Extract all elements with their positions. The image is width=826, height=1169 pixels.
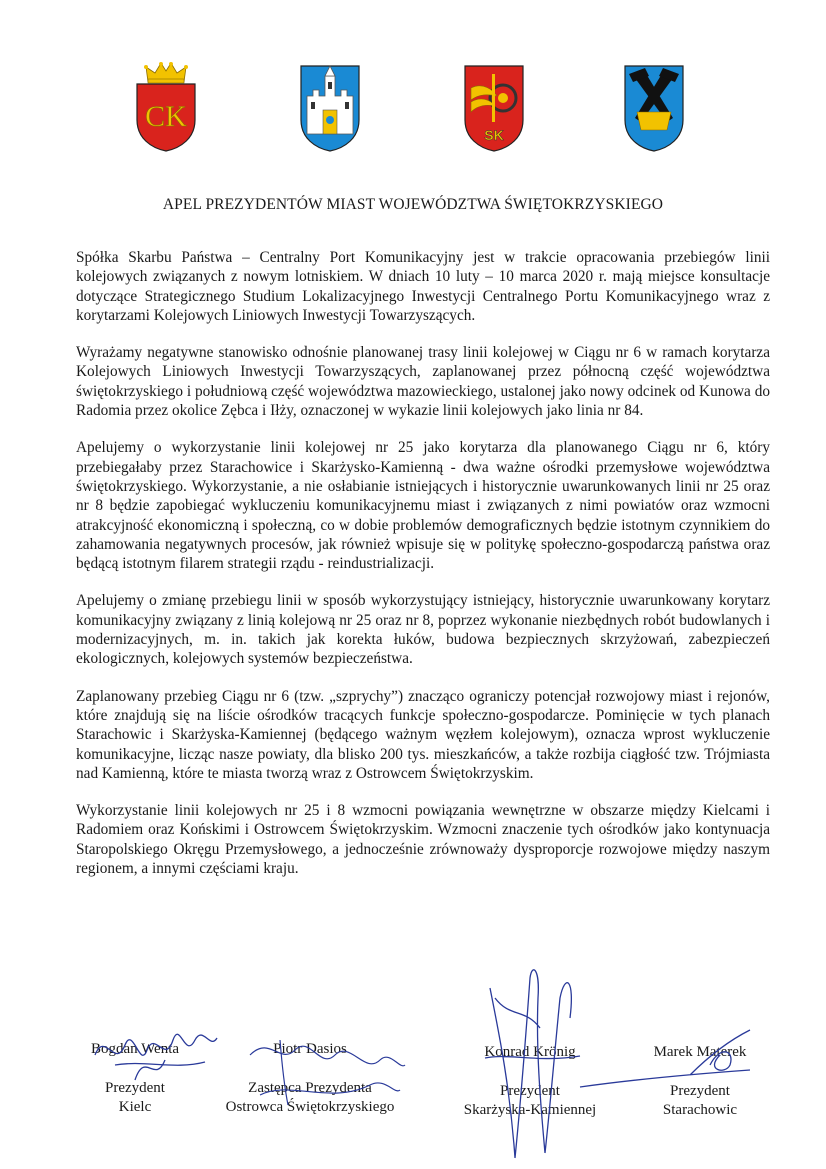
signatory-role: Prezydent (105, 1080, 165, 1096)
ostrowiec-coat-of-arms (299, 60, 361, 152)
page-title: APEL PREZYDENTÓW MIAST WOJEWÓDZTWA ŚWIĘTOKRZYSKIEGO (162, 196, 664, 213)
signatory-name: Bogdan Wenta (90, 1041, 180, 1057)
letter-body (76, 248, 770, 896)
signatory-role: Zastępca Prezydenta (248, 1080, 372, 1096)
paragraph: Spółka Skarbu Państwa – Centralny Port Komunikacyjny jest w trakcie opracowania przebiegów linii kolejowych związanych z nowym lotniskiem. W dniach 10 luty – 10 marca 2020 r. mają miejsce konsultacje dotyczące Strategicznego Studium Lokalizacyjnego Inwestycji Centralnego Portu Komunikacyjnego wraz z korytarzami Kolejowych Liniowych Inwestycji Towarzyszących. (76, 249, 770, 324)
signatory-city: Starachowic (662, 1102, 738, 1118)
paragraph: Zaplanowany przebieg Ciągu nr 6 (tzw. „szprychy”) znacząco ograniczy potencjał rozwojowy miast i rejonów, które znajdują się na liście ośrodków tracących funkcje społeczno-gospodarcze. Pominięcie w tych planach Starachowic i Skarżyska-Kamiennej (będącego ważnym węzłem kolejowym), oznacza wprost wykluczenie komunikacyjne, licząc nasze powiaty, dla blisko 200 tys. mieszkańców, a także rozbija ciągłość tzw. Trójmiasta nad Kamienną, które te miasta tworzą wraz z Ostrowcem Świętokrzyskim. (76, 687, 770, 782)
signature-block-starachowice (625, 1043, 775, 1120)
starachowice-coat-of-arms (623, 60, 685, 152)
signatory-role: Prezydent (500, 1083, 560, 1099)
signatory-name: Piotr Dasios (273, 1041, 347, 1057)
svg-text:SK: SK (484, 127, 504, 143)
signatory-role: Prezydent (670, 1083, 730, 1099)
signature-block-kielce (70, 1040, 200, 1117)
paragraph: Wykorzystanie linii kolejowych nr 25 i 8 wzmocni powiązania wewnętrzne w obszarze między Kielcami i Radomiem oraz Końskimi i Ostrowcem Świętokrzyskim. Wzmocni znaczenie tych ośrodków jako kontynuacja Staropolskiego Okręgu Przemysłowego, a jednocześnie zrównoważy dysproporcje rozwojowe między naszym regionem, a innymi częściami kraju. (76, 802, 770, 878)
signatory-name: Konrad Krönig (484, 1044, 576, 1060)
signatory-city: Ostrowca Świętokrzyskiego (225, 1099, 395, 1115)
skarzysko-coat-of-arms (463, 60, 525, 152)
signatory-name: Marek Materek (653, 1044, 747, 1060)
signatory-city: Kielc (118, 1099, 152, 1115)
paragraph: Apelujemy o wykorzystanie linii kolejowej nr 25 jako korytarza dla planowanego Ciągu nr 6, który przebiegałaby przez Starachowice i Skarżysko-Kamienną - dwa ważne ośrodki przemysłowe województwa świętokrzyskiego. Wykorzystanie, a nie osłabianie istniejących i historycznie uwarunkowanych linii nr 25 oraz nr 8 będzie zapobiegać wykluczeniu komunikacyjnemu miast i związanych z nimi powiatów oraz wzmocni atrakcyjność ekonomiczną i społeczną, co w dobie problemów demograficznych będzie istotnym czynnikiem do zahamowania negatywnych procesów, jak również wpisuje się w politykę społeczno-gospodarczą państwa oraz będącą istotnym filarem strategii rządu - reindustrializacji. (76, 439, 770, 573)
paragraph: Wyrażamy negatywne stanowisko odnośnie planowanej trasy linii kolejowej w Ciągu nr 6 w ramach korytarza Kolejowych Liniowych Inwestycji Towarzyszących, zaplanowanej przez północną część województwa świętokrzyskiego i południową część województwa mazowieckiego, ustalonej jako nowy odcinek od Kunowa do Radomia przez okolice Zębca i Iłży, oznaczonej w wykazie linii kolejowych jako linia nr 84. (76, 344, 770, 420)
signatory-city: Skarżyska-Kamiennej (463, 1102, 597, 1118)
paragraph: Apelujemy o zmianę przebiegu linii w sposób wykorzystujący istniejący, historycznie uwarunkowany korytarz komunikacyjny związany z linią kolejową nr 25 oraz nr 8, poprzez wykonanie niezbędnych robót budowlanych i modernizacyjnych, m. in. takich jak korekta łuków, budowa bezpiecznych skrzyżowań, zabezpieczeń ekologicznych, kolejowych systemów bezpieczeństwa. (76, 592, 770, 668)
signature-block-skarzysko (440, 1043, 620, 1120)
svg-text:CK: CK (145, 100, 187, 133)
signature-block-ostrowiec (205, 1040, 415, 1117)
kielce-coat-of-arms (135, 60, 197, 152)
